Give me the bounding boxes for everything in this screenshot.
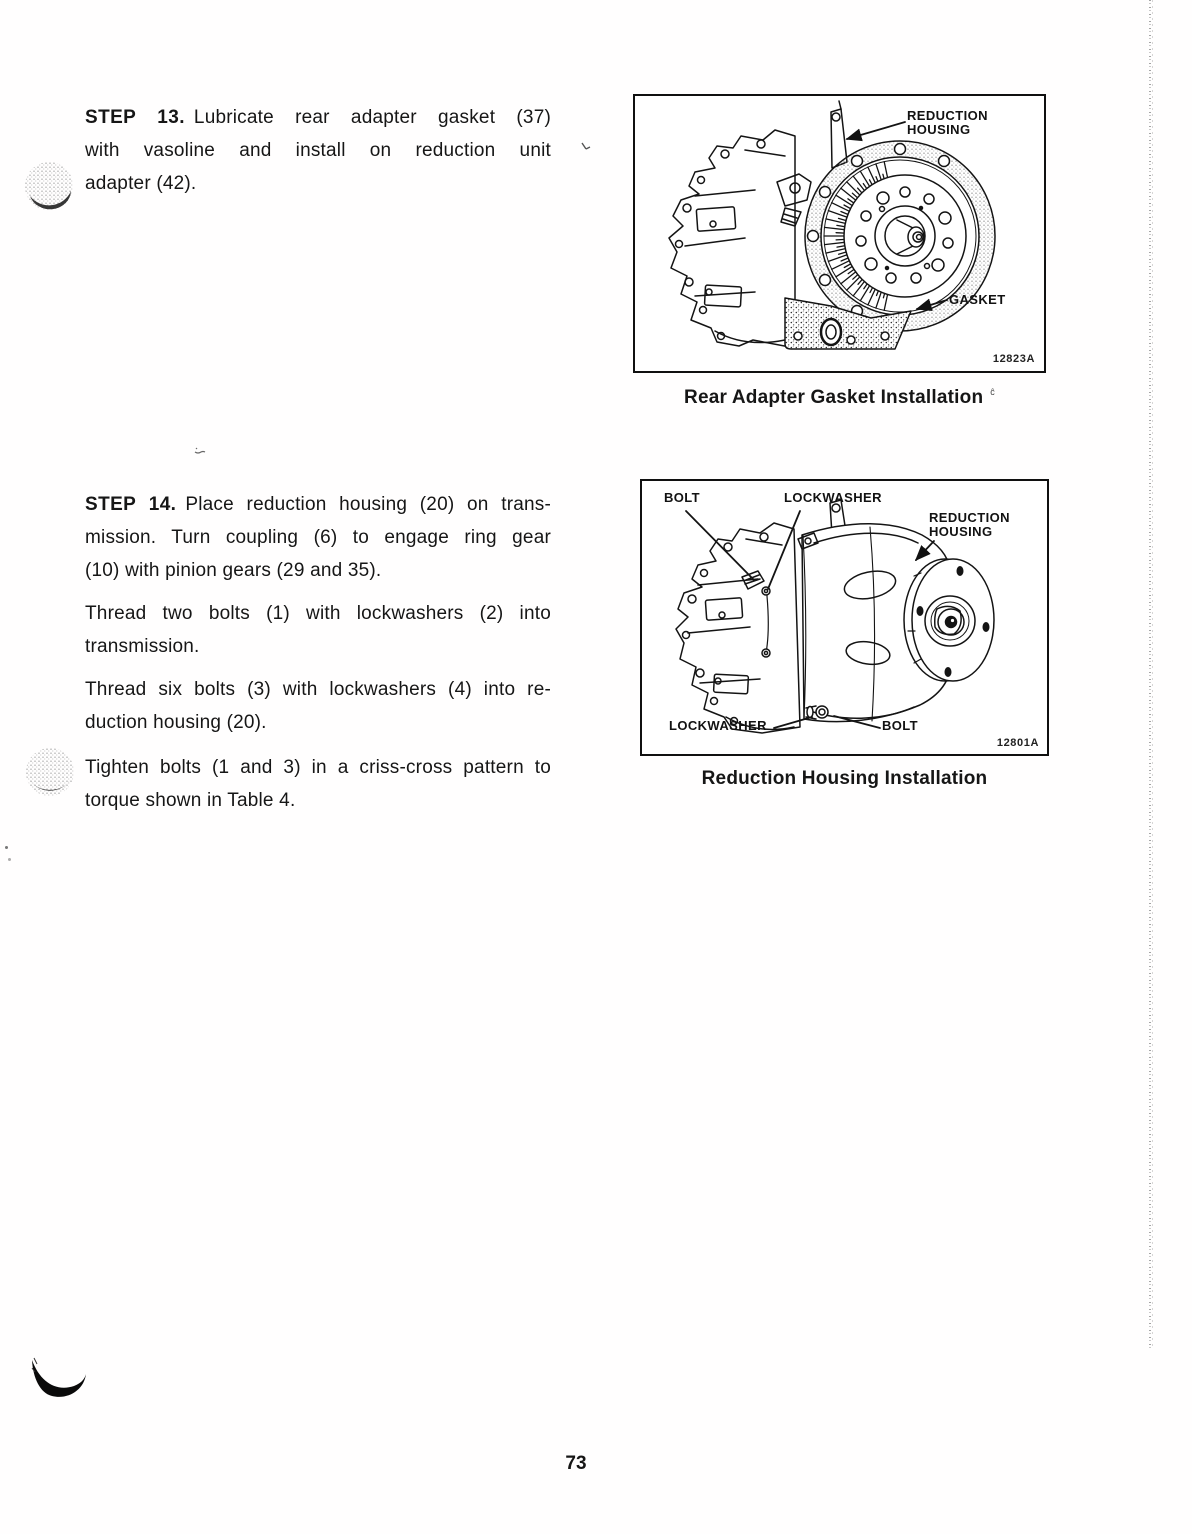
paragraph xyxy=(85,673,551,739)
text-line: with vasoline and install on reduction unit xyxy=(85,140,551,161)
label-lockwasher-top: LOCKWASHER xyxy=(784,490,882,505)
step-body-line: Place reduction housing (20) on trans- xyxy=(185,494,551,515)
scan-speck xyxy=(193,443,207,461)
label-reduction-housing: REDUCTION HOUSING xyxy=(929,510,1010,539)
label-bolt-top: BOLT xyxy=(664,490,701,505)
figure-2-caption xyxy=(640,768,1049,790)
figure-rear-adapter-gasket xyxy=(633,94,1046,373)
scan-speck xyxy=(5,846,8,849)
text-line: duction housing (20). xyxy=(85,712,267,733)
text-line: Thread six bolts (3) with lockwashers (4) into re- xyxy=(85,679,551,700)
label-gasket: GASKET xyxy=(949,292,1006,307)
step-13-text xyxy=(85,101,551,200)
text-line xyxy=(85,488,551,521)
paragraph xyxy=(85,597,551,663)
figure-number: 12823A xyxy=(992,353,1035,365)
label-lockwasher-bottom: LOCKWASHER xyxy=(669,718,767,733)
caption-text: Reduction Housing Installation xyxy=(701,768,988,789)
scan-mark: ĉ xyxy=(990,387,995,397)
figure-number: 12801A xyxy=(996,737,1039,749)
hole-punch-smudge xyxy=(21,158,77,219)
figure-1-illustration xyxy=(635,96,1044,371)
ink-swoosh-mark xyxy=(30,1352,90,1407)
scan-speck xyxy=(8,858,11,861)
page-number: 73 xyxy=(565,1453,587,1474)
paragraph xyxy=(85,751,551,817)
text-line: Tighten bolts (1 and 3) in a criss-cross pattern to xyxy=(85,757,551,778)
step-heading: STEP 13. xyxy=(85,107,185,128)
paragraph xyxy=(85,488,551,587)
figure-reduction-housing xyxy=(640,479,1049,756)
text-line xyxy=(85,101,551,134)
figure-1-caption xyxy=(633,387,1046,409)
caption-text: Rear Adapter Gasket Installation xyxy=(684,387,984,408)
hole-punch-smudge xyxy=(22,744,78,805)
step-14-text xyxy=(85,488,551,827)
text-line: mission. Turn coupling (6) to engage ring gear xyxy=(85,527,551,548)
text-line: Thread two bolts (1) with lockwashers (2) into xyxy=(85,603,551,624)
text-line: adapter (42). xyxy=(85,173,197,194)
step-heading: STEP 14. xyxy=(85,494,177,515)
text-line: transmission. xyxy=(85,636,200,657)
text-line: torque shown in Table 4. xyxy=(85,790,296,811)
label-reduction-housing: REDUCTION HOUSING xyxy=(907,108,988,137)
scan-speck xyxy=(580,140,592,158)
scan-edge-noise xyxy=(1146,0,1156,1348)
step-body-line: Lubricate rear adapter gasket (37) xyxy=(193,107,551,128)
label-bolt-bottom: BOLT xyxy=(882,718,919,733)
text-line: (10) with pinion gears (29 and 35). xyxy=(85,560,382,581)
